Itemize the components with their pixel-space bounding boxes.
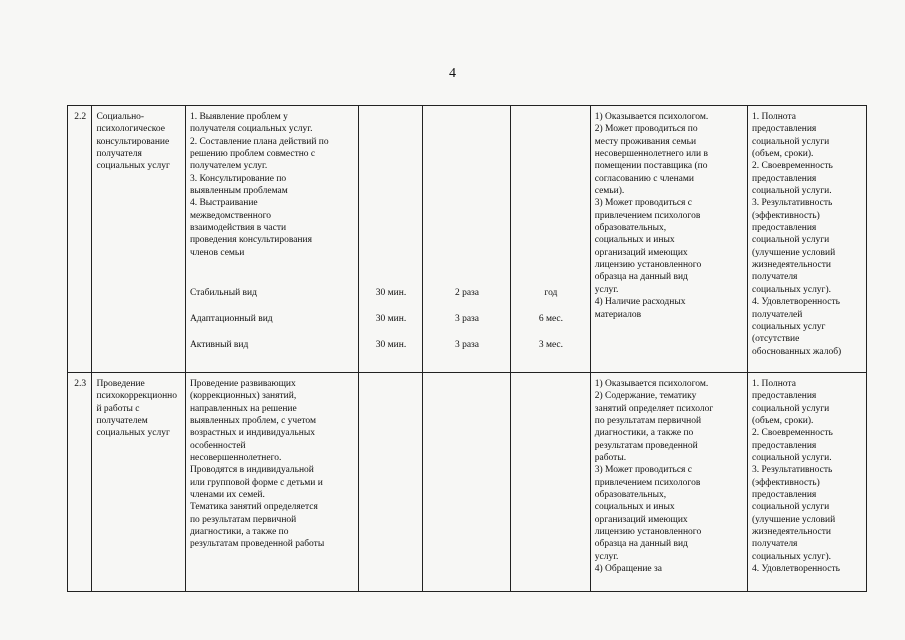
criteria-line: жизнедеятельности [752, 260, 831, 271]
content-line: решению проблем совместно с [189, 149, 316, 160]
content-line: возрастных и индивидуальных [189, 428, 315, 439]
criteria-line: социальной услуги [752, 403, 830, 414]
conditions-line: 1) Оказывается психологом. [594, 112, 709, 122]
conditions-line: несовершеннолетнего или в [594, 149, 708, 160]
conditions-line: 3) Может проводиться с [594, 198, 693, 209]
conditions-line: привлечением психологов [594, 477, 701, 488]
content-line: членов семьи [189, 247, 245, 258]
conditions-line: семьи). [594, 186, 625, 197]
criteria-line: 1. Полнота [752, 112, 796, 122]
variant-time: 30 мин. [375, 340, 407, 350]
content-line: членами их семей. [189, 490, 265, 501]
criteria-line: (эффективность) [752, 477, 820, 488]
table-row [68, 373, 867, 592]
service-name-cell [92, 373, 186, 592]
conditions-line: лицензию установленного [594, 260, 702, 271]
variant-period: год [544, 288, 558, 298]
criteria-line: (объем, сроки). [752, 149, 814, 160]
conditions-line: организаций имеющих [594, 514, 688, 525]
conditions-line: образца на данный вид [594, 539, 688, 550]
content-line: проведения консультирования [189, 235, 312, 246]
row-number: 2.2 [68, 106, 92, 373]
criteria-line: 4. Удовлетворенность [752, 297, 840, 308]
service-name-line: социальных услуг [96, 428, 170, 439]
conditions-line: 3) Может проводиться с [594, 465, 693, 476]
conditions-line: работы. [594, 453, 627, 464]
content-line: межведомственного [189, 210, 272, 221]
conditions-line: по результатам первичной [594, 416, 702, 427]
criteria-line: (улучшение условий [752, 247, 836, 258]
criteria-line: (улучшение условий [752, 514, 836, 525]
row-number: 2.3 [68, 373, 92, 592]
conditions-line: 2) Может проводиться по [594, 124, 698, 135]
conditions-line: организаций имеющих [594, 247, 688, 258]
content-line: или групповой форме с детьми и [189, 477, 323, 488]
time-cell [359, 106, 423, 373]
conditions-line: диагностики, а также по [594, 428, 694, 439]
criteria-line: социальных услуг). [752, 551, 831, 562]
criteria-line: социальной услуги [752, 136, 830, 147]
criteria-line: социальной услуги. [752, 186, 832, 197]
criteria-line: социальной услуги [752, 502, 830, 513]
content-line: выявленных проблем, с учетом [189, 416, 317, 427]
criteria-line: 3. Результативность [752, 198, 833, 209]
conditions-line: месту проживания семьи [594, 136, 697, 147]
criteria-line: получателей [752, 309, 803, 320]
service-name-line: Социально- [96, 112, 145, 122]
criteria-line: предоставления [752, 173, 817, 184]
criteria-line: предоставления [752, 490, 817, 501]
criteria-line: социальных услуг). [752, 284, 831, 295]
conditions-line: результатам проведенной [594, 440, 698, 451]
content-line: результатам проведенной работы [189, 539, 325, 550]
conditions-line: услуг. [594, 551, 619, 562]
service-name-line: социальных услуг [96, 161, 170, 172]
conditions-cell [590, 373, 747, 592]
content-line: Проведение развивающих [189, 379, 296, 389]
table-row [68, 106, 867, 373]
conditions-line: 4) Наличие расходных [594, 297, 686, 308]
service-name-line: психологическое [96, 124, 165, 135]
service-name-line: консультирование [96, 136, 170, 147]
conditions-cell [590, 106, 747, 373]
criteria-line: 4. Удовлетворенность [752, 564, 840, 575]
criteria-line: предоставления [752, 124, 817, 135]
count-cell [422, 373, 510, 592]
content-line: Тематика занятий определяется [189, 502, 318, 513]
conditions-line: социальных и иных [594, 235, 675, 246]
conditions-line: образца на данный вид [594, 272, 688, 283]
variant-label: Адаптационный вид [189, 314, 273, 325]
content-line: 4. Выстраивание [189, 198, 258, 209]
conditions-line: 1) Оказывается психологом. [594, 379, 709, 389]
variant-time: 30 мин. [375, 314, 407, 324]
variant-time: 30 мин. [375, 288, 407, 298]
conditions-line: 2) Содержание, тематику [594, 391, 697, 402]
conditions-line: 4) Обращение за [594, 564, 662, 575]
criteria-line: получателя [752, 539, 798, 550]
conditions-line: образовательных, [594, 490, 667, 501]
criteria-line: (эффективность) [752, 210, 820, 221]
criteria-line: социальных услуг [752, 321, 826, 332]
service-content-cell [185, 373, 358, 592]
service-name-line: получателем [96, 416, 148, 427]
conditions-line: помещении поставщика (по [594, 161, 708, 172]
content-line: направленных на решение [189, 403, 297, 414]
criteria-line: 1. Полнота [752, 379, 796, 389]
conditions-line: лицензию установленного [594, 527, 702, 538]
content-line: (коррекционных) занятий, [189, 391, 297, 402]
service-name-line: получателя [96, 149, 142, 160]
service-content-cell [185, 106, 358, 373]
criteria-line: 2. Своевременность [752, 161, 833, 172]
variant-label: Стабильный вид [189, 288, 257, 299]
variant-period: 3 мес. [538, 340, 563, 350]
criteria-cell [748, 106, 867, 373]
variant-count: 2 раза [454, 288, 479, 298]
criteria-line: предоставления [752, 223, 817, 234]
criteria-line: обоснованных жалоб) [752, 346, 842, 357]
content-line: 3. Консультирование по [189, 173, 287, 184]
period-cell [511, 373, 591, 592]
conditions-line: материалов [594, 309, 642, 320]
count-cell [422, 106, 510, 373]
variant-label: Активный вид [189, 340, 249, 351]
period-cell [511, 106, 591, 373]
variant-period: 6 мес. [538, 314, 563, 324]
content-line: диагностики, а также по [189, 527, 289, 538]
criteria-line: социальной услуги [752, 235, 830, 246]
criteria-line: (объем, сроки). [752, 416, 814, 427]
service-name-line: психокоррекционно [96, 391, 178, 402]
conditions-line: образовательных, [594, 223, 667, 234]
content-line: Проводятся в индивидуальной [189, 465, 314, 476]
content-line: по результатам первичной [189, 514, 297, 525]
conditions-line: услуг. [594, 284, 619, 295]
service-name-line: Проведение [96, 379, 145, 389]
content-line: получателя социальных услуг. [189, 124, 313, 135]
conditions-line: согласованию с членами [594, 173, 694, 184]
variant-count: 3 раза [454, 314, 479, 324]
time-cell [359, 373, 423, 592]
criteria-line: 2. Своевременность [752, 428, 833, 439]
services-table [67, 105, 867, 592]
conditions-line: привлечением психологов [594, 210, 701, 221]
criteria-line: получателя [752, 272, 798, 283]
criteria-line: социальной услуги. [752, 453, 832, 464]
variant-count: 3 раза [454, 340, 479, 350]
page-number: 4 [449, 66, 456, 81]
criteria-line: 3. Результативность [752, 465, 833, 476]
content-line: выявленным проблемам [189, 186, 288, 197]
variant-list [190, 287, 355, 365]
service-name-cell [92, 106, 186, 373]
service-name-line: й работы с [96, 403, 140, 414]
criteria-line: предоставления [752, 440, 817, 451]
criteria-line: предоставления [752, 391, 817, 402]
criteria-line: жизнедеятельности [752, 527, 831, 538]
criteria-cell [748, 373, 867, 592]
content-line: взаимодействия в части [189, 223, 287, 234]
criteria-line: (отсутствие [752, 334, 800, 345]
content-line: 2. Составление плана действий по [189, 136, 329, 147]
conditions-line: занятий определяет психолог [594, 403, 714, 414]
content-line: 1. Выявление проблем у [189, 112, 288, 122]
content-line: особенностей [189, 440, 246, 451]
content-line: несовершеннолетнего. [189, 453, 282, 464]
conditions-line: социальных и иных [594, 502, 675, 513]
content-line: получателем услуг. [189, 161, 268, 172]
